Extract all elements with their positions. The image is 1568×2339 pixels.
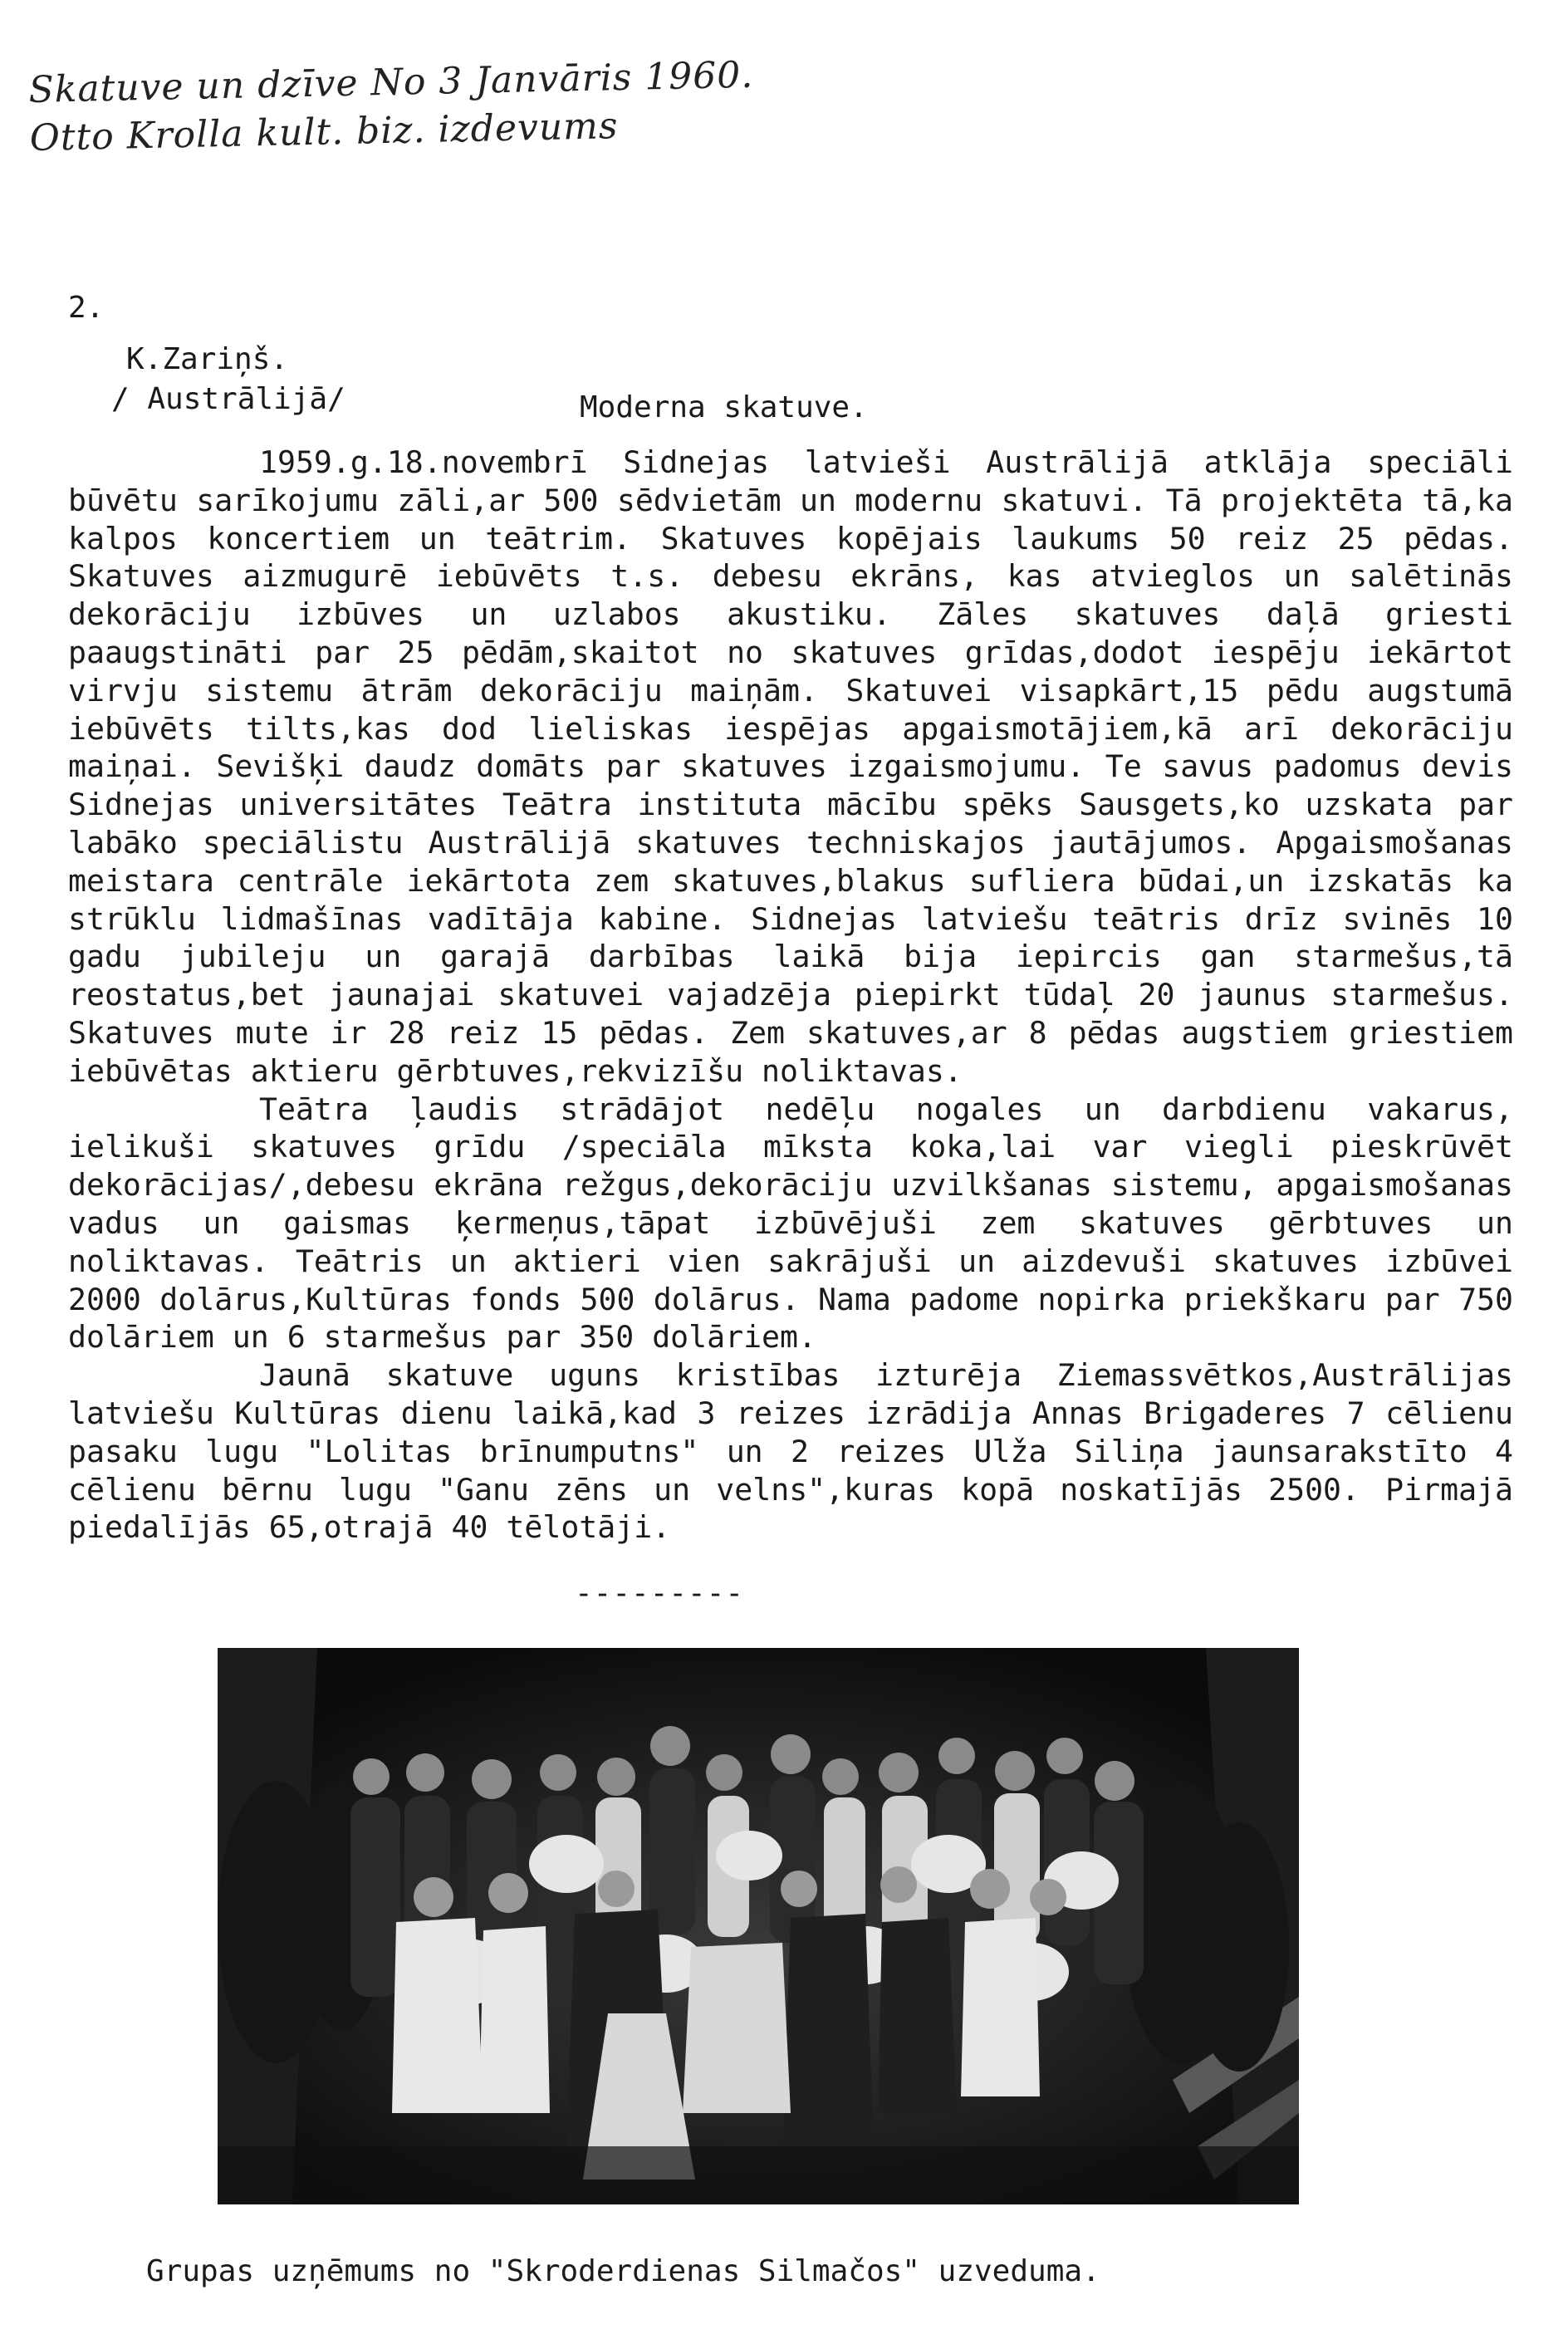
author-name: K.Zariņš.: [126, 342, 289, 376]
handwritten-note-line-1: Skatuve un dzīve No 3 Janvāris 1960.: [28, 53, 754, 111]
page-number: 2.: [68, 291, 105, 325]
photo-caption: Grupas uzņēmums no "Skroderdienas Silmačos" uzveduma.: [146, 2254, 1100, 2288]
group-photo: [218, 1648, 1299, 2204]
article-title: Moderna skatuve.: [580, 390, 868, 424]
group-photo-image: [218, 1648, 1299, 2204]
author-location: / Austrālijā/: [111, 382, 345, 416]
handwritten-note-line-2: Otto Krolla kult. biz. izdevums: [29, 105, 619, 159]
section-divider: ---------: [575, 1576, 745, 1611]
handwritten-note: [28, 46, 1027, 163]
paragraph-2: Teātra ļaudis strādājot nedēļu nogales un darbdienu vakarus, ielikuši skatuves grīdu /speciāla mīksta koka,lai var viegli pieskrūvēt dekorācijas/,debesu ekrāna režgus,dekorāciju uzvilkšanas sistemu, apgaismošanas vadus un gaismas ķermeņus,tāpat izbūvējuši zem skatuves gērbtuves un noliktavas. Teātris un aktieri vien sakrājuši un aizdevuši skatuves izbūvei 2000 dolārus,Kultūras fonds 500 dolārus. Nama padome nopirka priekškaru par 750 dolāriem un 6 starmešus par 350 dolāriem.: [68, 1091, 1513, 1356]
article-body: [68, 444, 1513, 1547]
paragraph-1: 1959.g.18.novembrī Sidnejas latvieši Austrālijā atklāja speciāli būvētu sarīkojumu zāli,ar 500 sēdvietām un modernu skatuvi. Tā projektēta tā,ka kalpos koncertiem un teātrim. Skatuves kopējais laukums 50 reiz 25 pēdas. Skatuves aizmugurē iebūvēts t.s. debesu ekrāns, kas atvieglos un salētinās dekorāciju izbūves un uzlabos akustiku. Zāles skatuves daļā griesti paaugstināti par 25 pēdām,skaitot no skatuves grīdas,dodot iespēju iekārtot virvju sistemu ātrām dekorāciju maiņām. Skatuvei visapkārt,15 pēdu augstumā iebūvēts tilts,kas dod lieliskas iespējas apgaismotājiem,kā arī dekorāciju maiņai. Sevišķi daudz domāts par skatuves izgaismojumu. Te savus padomus devis Sidnejas universitātes Teātra instituta mācību spēks Sausgets,ko uzskata par labāko speciālistu Austrālijā skatuves techniskajos jautājumos. Apgaismošanas meistara centrāle iekārtota zem skatuves,blakus sufliera būdai,un izskatās ka strūklu lidmašīnas vadītāja kabine. Sidnejas latviešu teātris drīz svinēs 10 gadu jubileju un garajā darbības laikā bija iepircis gan starmešus,tā reostatus,bet jaunajai skatuvei vajadzēja piepirkt tūdaļ 20 jaunus starmešus. Skatuves mute ir 28 reiz 15 pēdas. Zem skatuves,ar 8 pēdas augstiem griestiem iebūvētas aktieru gērbtuves,rekvizīšu noliktavas.: [68, 444, 1513, 1089]
paragraph-3: Jaunā skatuve uguns kristības izturēja Ziemassvētkos,Austrālijas latviešu Kultūras dienu laikā,kad 3 reizes izrādija Annas Brigaderes 7 cēlienu pasaku lugu "Lolitas brīnumputns" un 2 reizes Ulža Siliņa jaunsarakstīto 4 cēlienu bērnu lugu "Ganu zēns un velns",kuras kopā noskatījās 2500. Pirmajā piedalījās 65,otrajā 40 tēlotāji.: [68, 1357, 1513, 1546]
